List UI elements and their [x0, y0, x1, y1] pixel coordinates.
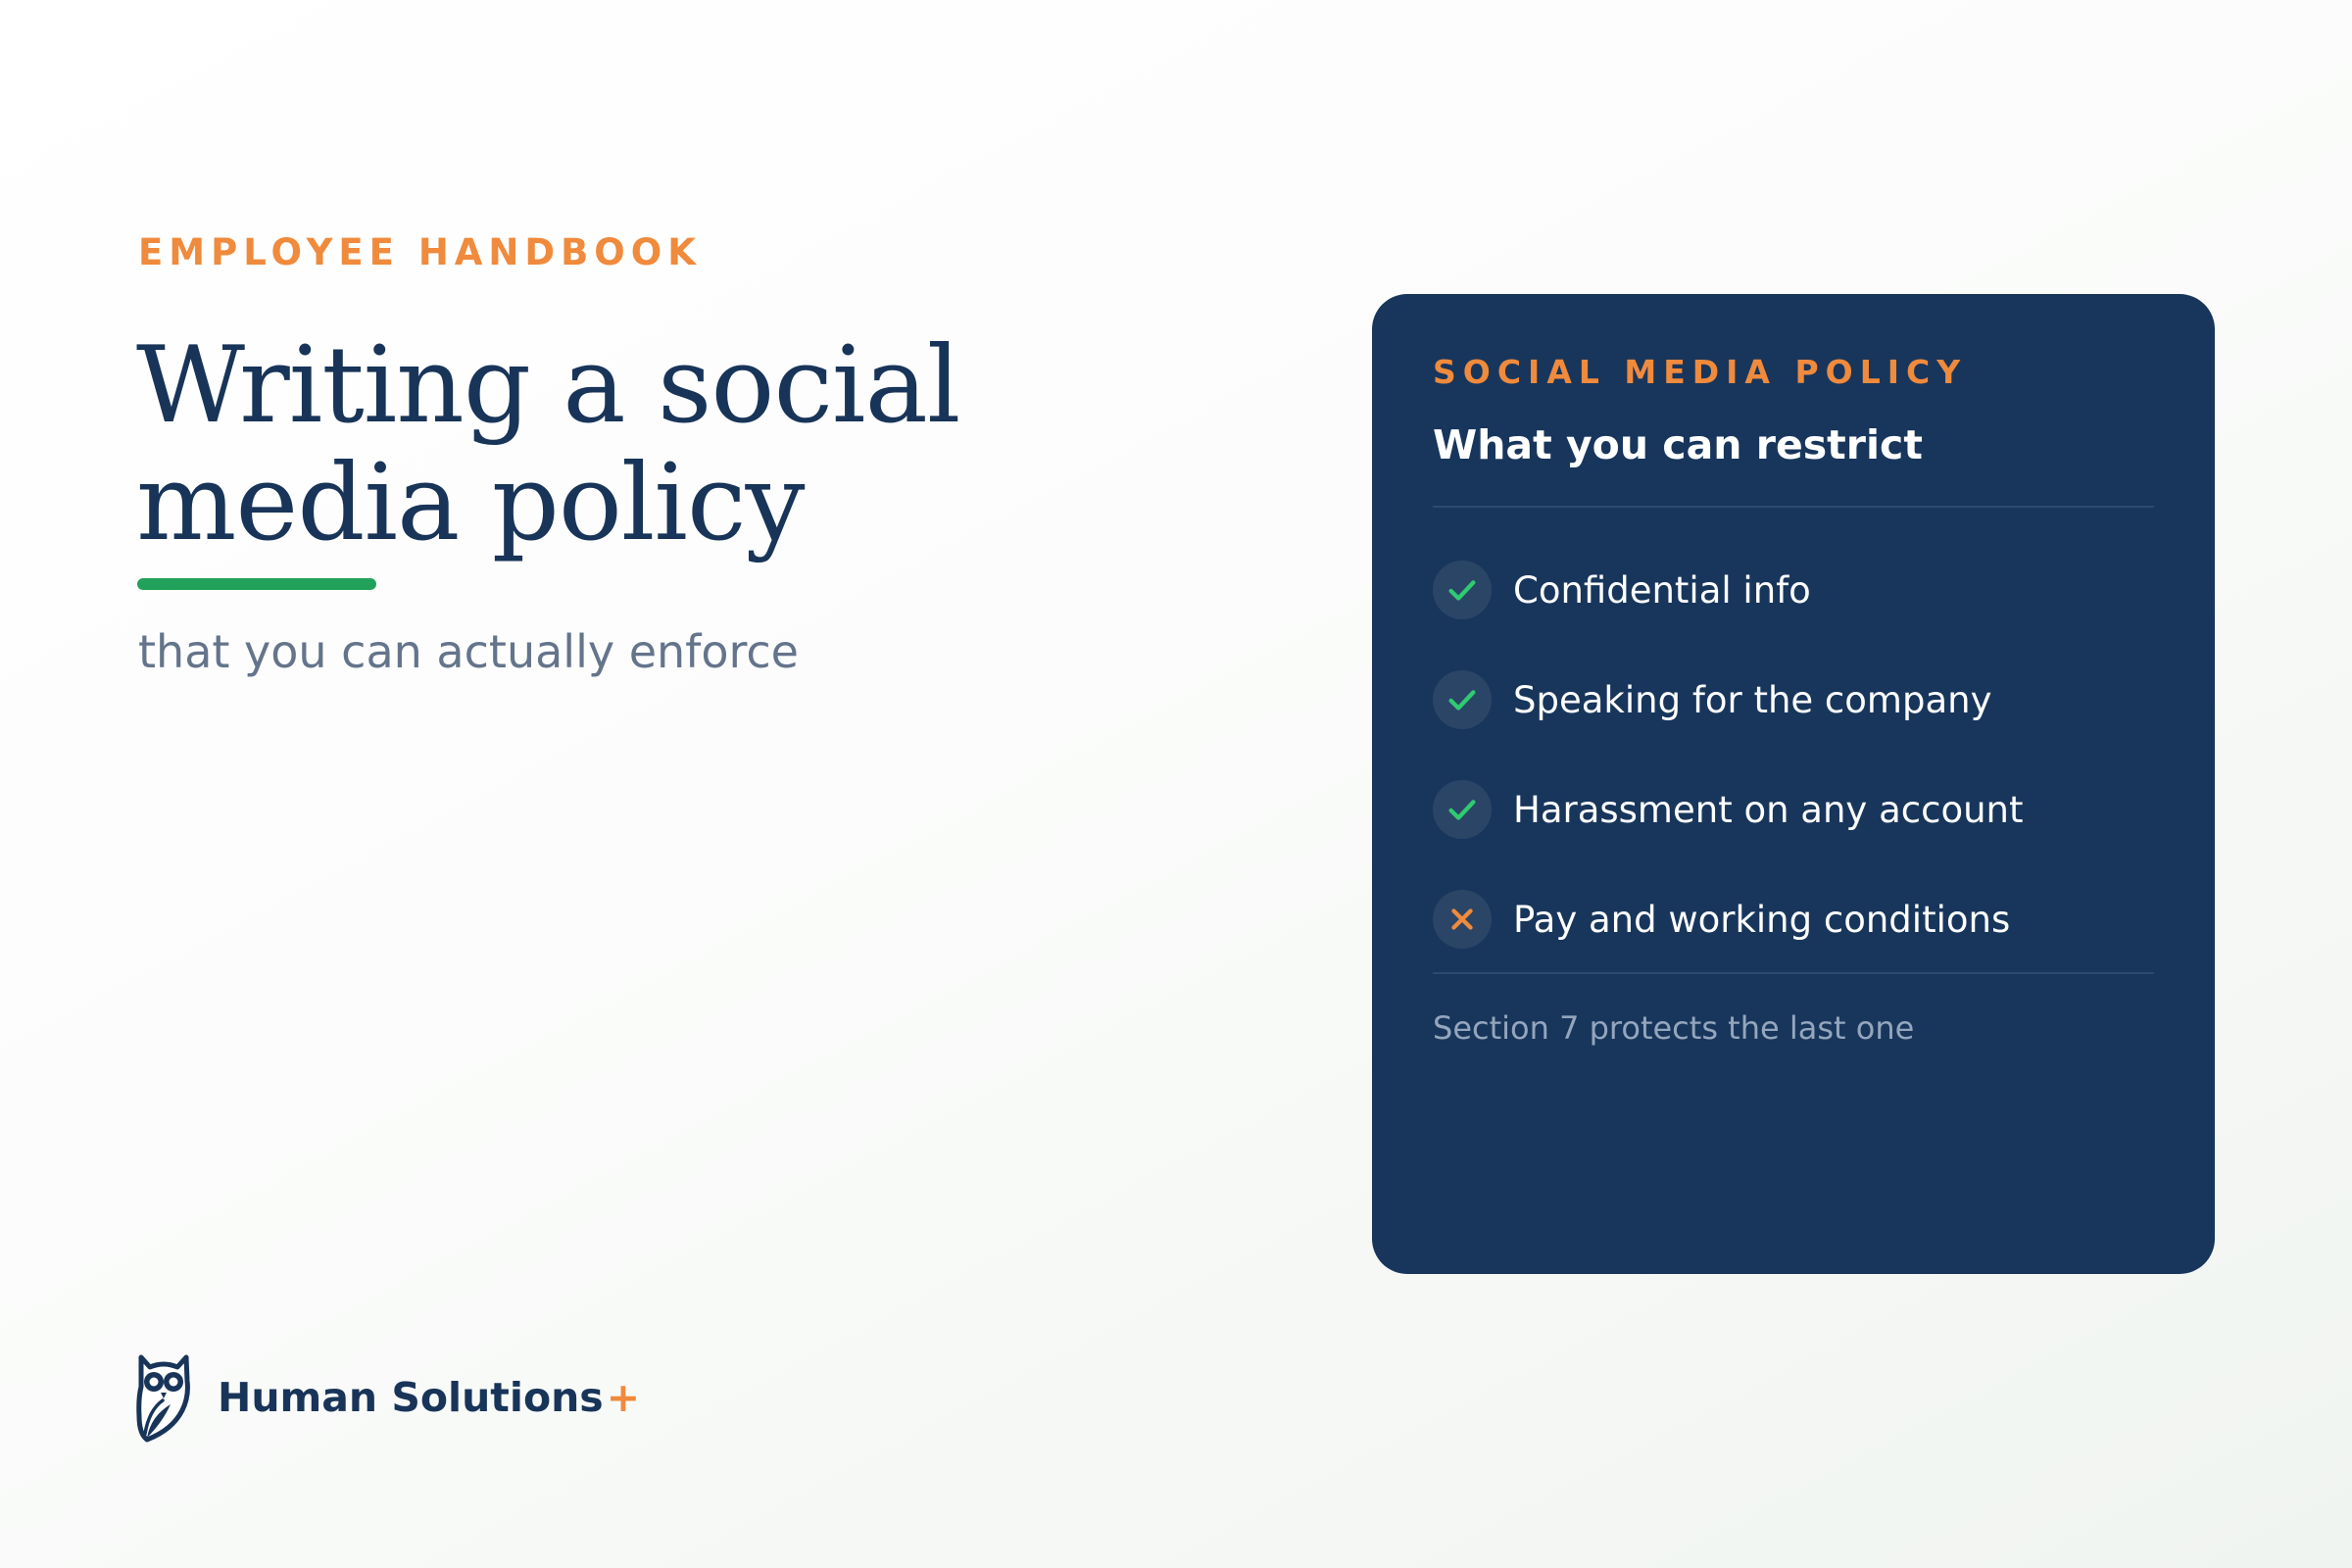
card-title: What you can restrict — [1433, 421, 1923, 468]
check-icon — [1444, 571, 1481, 609]
check-badge — [1433, 780, 1492, 839]
check-badge — [1433, 561, 1492, 619]
policy-card — [1372, 294, 2215, 1274]
card-divider-bottom — [1433, 972, 2154, 974]
x-icon — [1444, 901, 1481, 938]
card-divider-top — [1433, 506, 2154, 508]
list-item-label: Harassment on any account — [1513, 788, 2024, 831]
list-item-label: Speaking for the company — [1513, 678, 1992, 721]
title-underline — [137, 578, 376, 590]
list-item-label: Pay and working conditions — [1513, 898, 2011, 941]
list-item — [1433, 535, 2024, 645]
check-icon — [1444, 681, 1481, 718]
list-item — [1433, 755, 2024, 864]
card-footnote: Section 7 protects the last one — [1433, 1009, 1915, 1047]
check-badge — [1433, 670, 1492, 729]
list-item-label: Confidential info — [1513, 568, 1811, 612]
restriction-list — [1433, 535, 2024, 974]
list-item — [1433, 864, 2024, 974]
title-line-1: Writing a social — [136, 324, 960, 447]
card-eyebrow: SOCIAL MEDIA POLICY — [1433, 353, 1968, 391]
page-title — [136, 324, 960, 564]
owl-logo-icon — [135, 1351, 192, 1444]
subtitle: that you can actually enforce — [138, 625, 799, 678]
check-icon — [1444, 791, 1481, 828]
list-item — [1433, 645, 2024, 755]
brand-name: Human Solutions — [218, 1374, 604, 1421]
title-line-2: media policy — [136, 442, 805, 564]
brand-plus: + — [606, 1374, 641, 1421]
brand-logo — [135, 1350, 640, 1445]
eyebrow-label: EMPLOYEE HANDBOOK — [138, 231, 702, 273]
x-badge — [1433, 890, 1492, 949]
